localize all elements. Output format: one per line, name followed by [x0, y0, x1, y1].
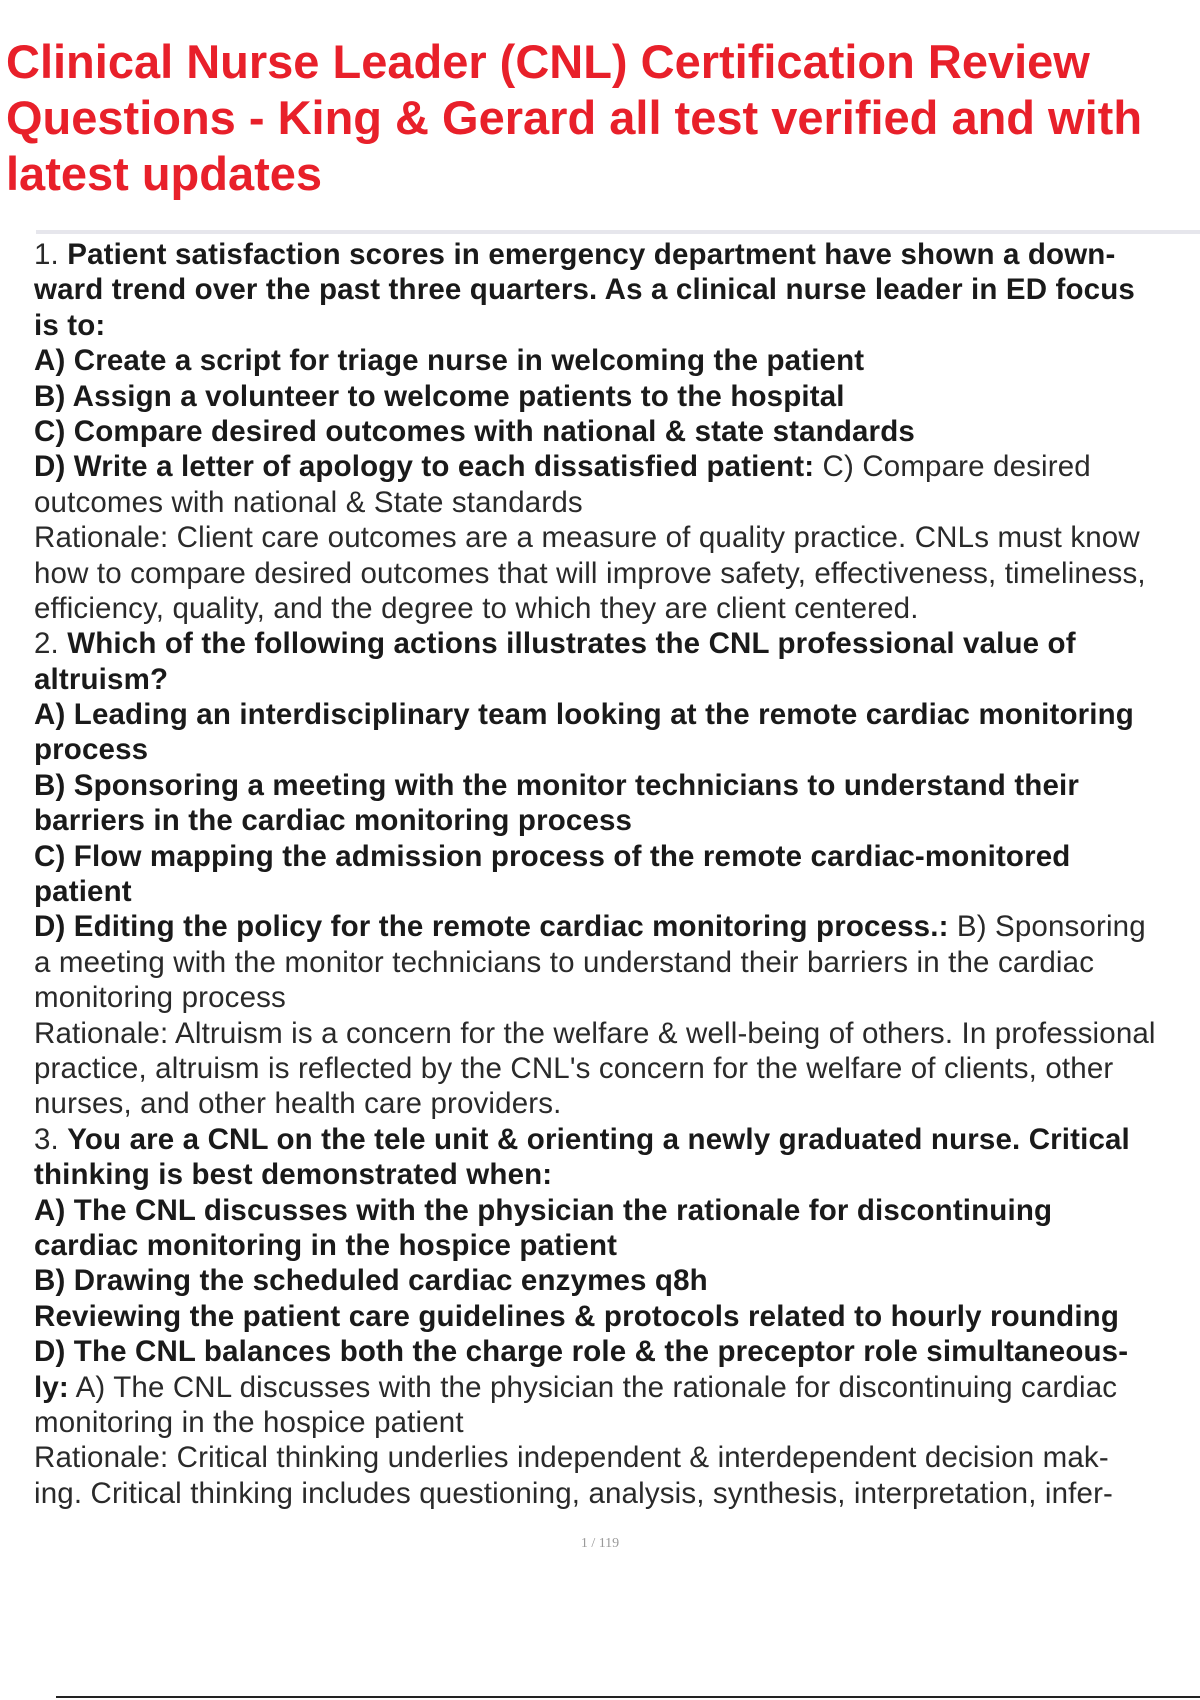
answer-text: 3. [34, 1122, 68, 1156]
text-line [34, 308, 1200, 343]
question-text: ward trend over the past three quarters. As a clinical nurse leader in ED focus [34, 273, 1135, 307]
text-line [34, 1086, 1200, 1121]
text-line [34, 1440, 1200, 1475]
text-line [34, 1157, 1200, 1192]
answer-text: C) Compare desired [814, 450, 1091, 484]
text-line [34, 839, 1200, 874]
answer-text: A) The CNL discusses with the physician the rationale for discontinuing cardiac [68, 1370, 1118, 1404]
text-line [34, 980, 1200, 1015]
question-text: thinking is best demonstrated when: [34, 1158, 553, 1192]
question-content [34, 237, 1200, 1511]
text-line [34, 1476, 1200, 1511]
text-line [34, 909, 1200, 944]
answer-text: outcomes with national & State standards [34, 485, 583, 519]
text-line [34, 768, 1200, 803]
text-line [34, 1051, 1200, 1086]
question-text: B) Drawing the scheduled cardiac enzymes q8h [34, 1264, 708, 1298]
question-text: D) Write a letter of apology to each dissatisfied patient: [34, 450, 815, 484]
question-text: cardiac monitoring in the hospice patient [34, 1228, 618, 1262]
text-line [34, 874, 1200, 909]
answer-text: 1. [34, 238, 68, 271]
text-line [34, 591, 1200, 626]
question-text: Patient satisfaction scores in emergency department have shown a down- [67, 238, 1116, 271]
answer-text: efficiency, quality, and the degree to which they are client centered. [34, 591, 919, 625]
text-line [34, 1405, 1200, 1440]
answer-text: a meeting with the monitor technicians to understand their barriers in the cardiac [34, 945, 1095, 979]
text-line [34, 1334, 1200, 1369]
text-line [34, 732, 1200, 767]
answer-text: practice, altruism is reflected by the CNL's concern for the welfare of clients, other [34, 1051, 1114, 1085]
text-line [34, 343, 1200, 378]
footer-divider [56, 1696, 1200, 1698]
text-line [34, 1228, 1200, 1263]
answer-text: Rationale: Client care outcomes are a measure of quality practice. CNLs must know [34, 521, 1140, 555]
text-line [34, 1016, 1200, 1051]
answer-text: Rationale: Critical thinking underlies independent & interdependent decision mak- [34, 1441, 1109, 1475]
question-text: Which of the following actions illustrates the CNL professional value of [67, 627, 1076, 661]
text-line [34, 945, 1200, 980]
question-text: C) Compare desired outcomes with national & state standards [34, 414, 915, 448]
question-text: B) Sponsoring a meeting with the monitor technicians to understand their [34, 768, 1079, 802]
text-line [34, 1299, 1200, 1334]
text-line [34, 556, 1200, 591]
answer-text: nurses, and other health care providers. [34, 1087, 562, 1121]
answer-text: B) Sponsoring [948, 910, 1146, 944]
text-line [34, 1193, 1200, 1228]
question-text: A) Leading an interdisciplinary team looking at the remote cardiac monitoring [34, 698, 1134, 732]
page-number: 1 / 119 [580, 1536, 620, 1551]
question-text: D) Editing the policy for the remote cardiac monitoring process.: [34, 910, 949, 944]
question-text: A) The CNL discusses with the physician the rationale for discontinuing [34, 1193, 1053, 1227]
question-text: ly: [34, 1370, 69, 1404]
answer-text: monitoring process [34, 981, 286, 1015]
question-text: Reviewing the patient care guidelines & protocols related to hourly rounding [34, 1299, 1120, 1333]
text-line [34, 520, 1200, 555]
question-text: A) Create a script for triage nurse in welcoming the patient [34, 344, 865, 378]
question-text: is to: [34, 308, 106, 342]
text-line [34, 662, 1200, 697]
text-line [34, 379, 1200, 414]
document-title: Clinical Nurse Leader (CNL) Certification Review Questions - King & Gerard all test verified and with latest updates [6, 35, 1143, 200]
answer-text: monitoring in the hospice patient [34, 1405, 464, 1439]
text-line [34, 1122, 1200, 1157]
text-line [34, 626, 1200, 661]
question-text: B) Assign a volunteer to welcome patients to the hospital [34, 379, 845, 413]
answer-text: ing. Critical thinking includes questioning, analysis, synthesis, interpretation, infer- [34, 1476, 1114, 1510]
text-line [34, 449, 1200, 484]
text-line [34, 1263, 1200, 1298]
question-text: patient [34, 875, 132, 909]
text-line [34, 1370, 1200, 1405]
question-text: process [34, 733, 149, 767]
answer-text: Rationale: Altruism is a concern for the welfare & well-being of others. In professional [34, 1016, 1156, 1050]
text-line [34, 485, 1200, 520]
question-text: C) Flow mapping the admission process of the remote cardiac-monitored [34, 839, 1071, 873]
question-text: barriers in the cardiac monitoring process [34, 804, 633, 838]
question-text: D) The CNL balances both the charge role & the preceptor role simultaneous- [34, 1335, 1129, 1369]
text-line [34, 414, 1200, 449]
question-text: altruism? [34, 662, 169, 696]
text-line [34, 237, 1200, 272]
text-line [34, 803, 1200, 838]
question-text: You are a CNL on the tele unit & orienting a newly graduated nurse. Critical [67, 1122, 1130, 1156]
answer-text: how to compare desired outcomes that will improve safety, effectiveness, timeliness, [34, 556, 1146, 590]
text-line [34, 697, 1200, 732]
header-divider [36, 230, 1200, 234]
text-line [34, 272, 1200, 307]
answer-text: 2. [34, 627, 68, 661]
